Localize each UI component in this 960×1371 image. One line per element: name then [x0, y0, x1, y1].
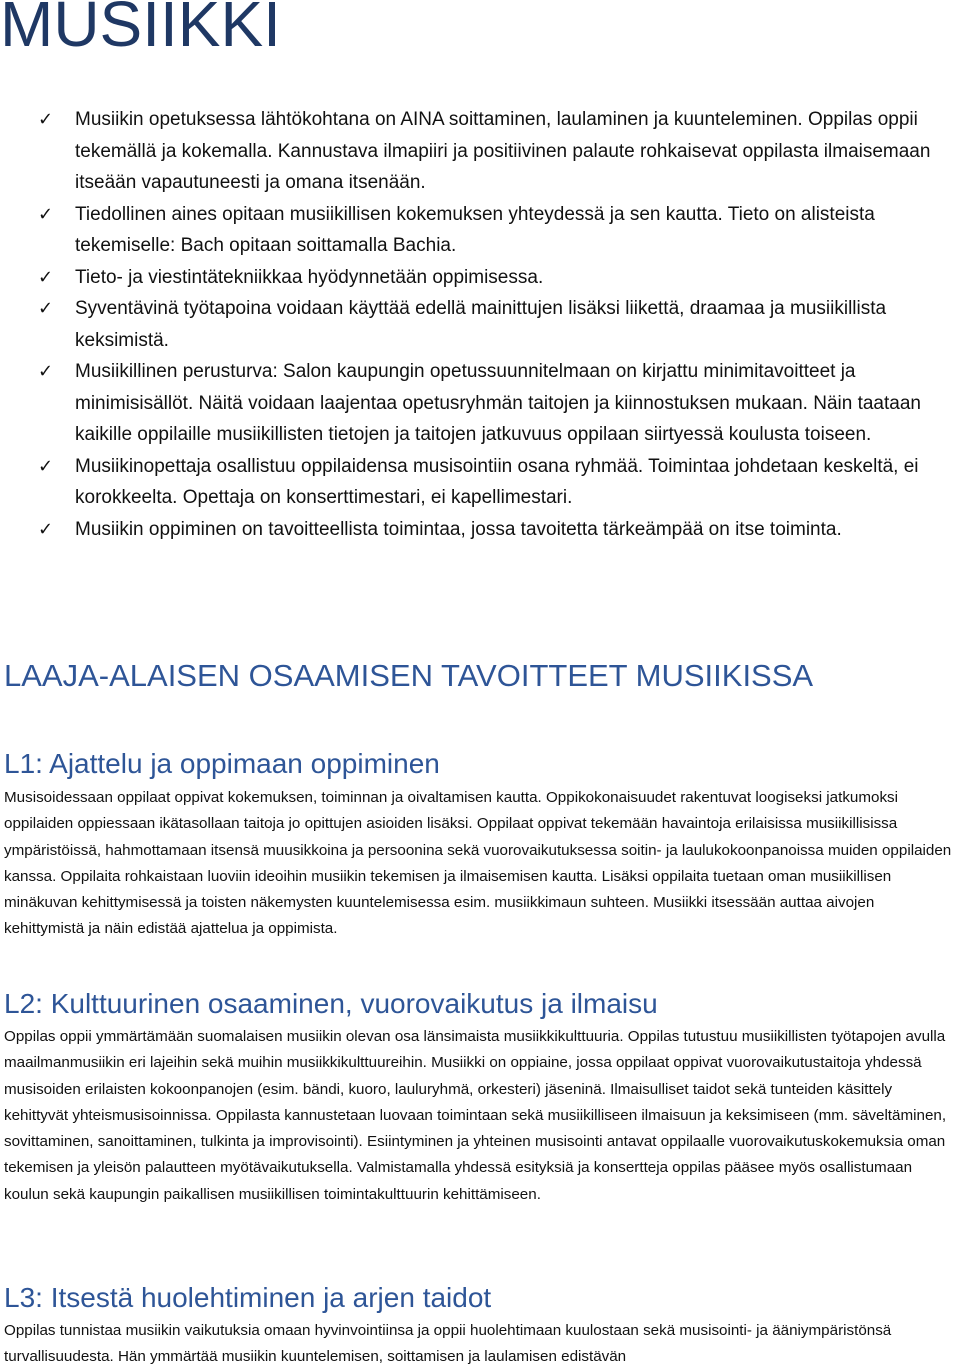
bullet-text: Tiedollinen aines opitaan musiikillisen kokemuksen yhteydessä ja sen kautta. Tieto on alisteista tekemiselle: Bach opitaan soittamalla Bachia.: [75, 203, 875, 256]
bullet-text: Musiikin oppiminen on tavoitteellista toimintaa, jossa tavoitetta tärkeämpää on itse toiminta.: [75, 518, 842, 540]
check-mark-icon: ✓: [38, 203, 54, 225]
l2-heading: L2: Kulttuurinen osaaminen, vuorovaikutus ja ilmaisu: [4, 988, 658, 1019]
check-mark-icon: ✓: [38, 361, 54, 382]
check-mark-icon: ✓: [38, 455, 54, 477]
check-mark-icon: ✓: [38, 109, 54, 130]
bullet-item: [38, 451, 938, 514]
bullet-item: [38, 514, 938, 546]
bullet-text: Musiikin opetuksessa lähtökohtana on AINA soittaminen, laulaminen ja kuunteleminen. Oppilas oppii tekemällä ja kokemalla. Kannustava ilmapiiri ja positiivinen palaute rohkaisevat oppilasta ilmaisemaan itseään vapautuneesti ja omana itsenään.: [75, 109, 931, 193]
section-heading: LAAJA-ALAISEN OSAAMISEN TAVOITTEET MUSIIKISSA: [4, 658, 814, 693]
l2-paragraph: Oppilas oppii ymmärtämään suomalaisen musiikin olevan osa länsimaista musiikkikulttuuria. Oppilas tutustuu musiikillisten työtapojen avulla maailmanmusiikin eri lajeihin sekä muihin musiikkikulttuureihin. Musiikki on oppiaine, jossa oppilaat oppivat vuorovaikutustaitoja yhdessä musisoiden erilaisten kokoonpanojen (esim. bändi, kuoro, lauluryhmä, orkesteri) jäseninä. Ilmaisulliset taidot sekä tunteiden käsittely kehittyvät yhteismusisoinnissa. Oppilasta kannustetaan luovaan toimintaan sekä musiikilliseen ilmaisuun ja keksimiseen (mm. säveltäminen, sovittaminen, sanoittaminen, tulkinta ja improvisointi). Esiintyminen ja yhteinen musisointi antavat oppilaalle vuorovaikutuskokemuksia oman tekemisen ja yleisön palautteen myötävaikutuksella. Valmistamalla yhdessä esityksiä ja konsertteja oppilas pääsee myös osallistumaan koulun sekä kaupungin paikallisen musiikillisen toimintakulttuurin kehittämiseen.: [4, 1028, 947, 1203]
bullet-item: [38, 293, 938, 356]
bullet-list: [38, 104, 938, 545]
page-title: MUSIIKKI: [0, 0, 281, 60]
bullet-item: [38, 199, 938, 262]
bullet-item: [38, 262, 938, 294]
check-mark-icon: ✓: [38, 298, 54, 319]
bullet-text: Musiikinopettaja osallistuu oppilaidensa musisointiin osana ryhmää. Toimintaa johdetaan keskeltä, ei korokkeelta. Opettaja on konserttimestari, ei kapellimestari.: [75, 455, 919, 508]
bullet-item: [38, 356, 938, 451]
bullet-text: Syventävinä työtapoina voidaan käyttää edellä mainittujen lisäksi liikettä, draamaa ja musiikillista keksimistä.: [75, 298, 887, 351]
check-mark-icon: ✓: [38, 266, 54, 288]
l3-paragraph: Oppilas tunnistaa musiikin vaikutuksia omaan hyvinvointiinsa ja oppii huolehtimaan kuulostaan sekä musisointi- ja ääniympäristönsä turvallisuudesta. Hän ymmärtää musiikin kuuntelemisen, soittamisen ja laulamisen edistävän: [4, 1322, 892, 1366]
bullet-text: Musiikillinen perusturva: Salon kaupungin opetussuunnitelmaan on kirjattu minimitavoitteet ja minimisisällöt. Näitä voidaan laajentaa opetusryhmän taitojen ja kiinnostuksen mukaan. Näin taataan kaikille oppilaille musiikillisten tietojen ja taitojen jatkuvuus oppilaan siirtyessä koulusta toiseen.: [75, 361, 921, 445]
check-mark-icon: ✓: [38, 518, 54, 540]
bullet-item: [38, 104, 938, 199]
l3-heading: L3: Itsestä huolehtiminen ja arjen taidot: [4, 1282, 492, 1313]
l1-paragraph: Musisoidessaan oppilaat oppivat kokemuksen, toiminnan ja oivaltamisen kautta. Oppikokonaisuudet rakentuvat loogiseksi jatkumoksi oppilaiden oppiessaan ikätasollaan taitoja jo opittujen asioiden lisäksi. Oppilaat oppivat tekemään havaintoja erilaisissa musiikillisissa ympäristöissä, hahmottamaan itsensä muusikkoina ja persoonina sekä vuorovaikutuksessa soitin- ja laulukokoonpanoissa muiden oppilaiden kanssa. Oppilaita rohkaistaan luoviin ideoihin musiikin tekemisen ja ilmaisemisen kautta. Lisäksi oppilaita tuetaan oman musiikillisen minäkuvan kehittymisessä ja toisten näkemysten kuuntelemisessa esim. musiikkimaun suhteen. Musiikki itsessään auttaa aivojen kehittymistä ja näin edistää ajattelua ja oppimista.: [4, 789, 952, 938]
l1-heading: L1: Ajattelu ja oppimaan oppiminen: [4, 748, 440, 779]
bullet-text: Tieto- ja viestintätekniikkaa hyödynnetään oppimisessa.: [75, 266, 544, 288]
